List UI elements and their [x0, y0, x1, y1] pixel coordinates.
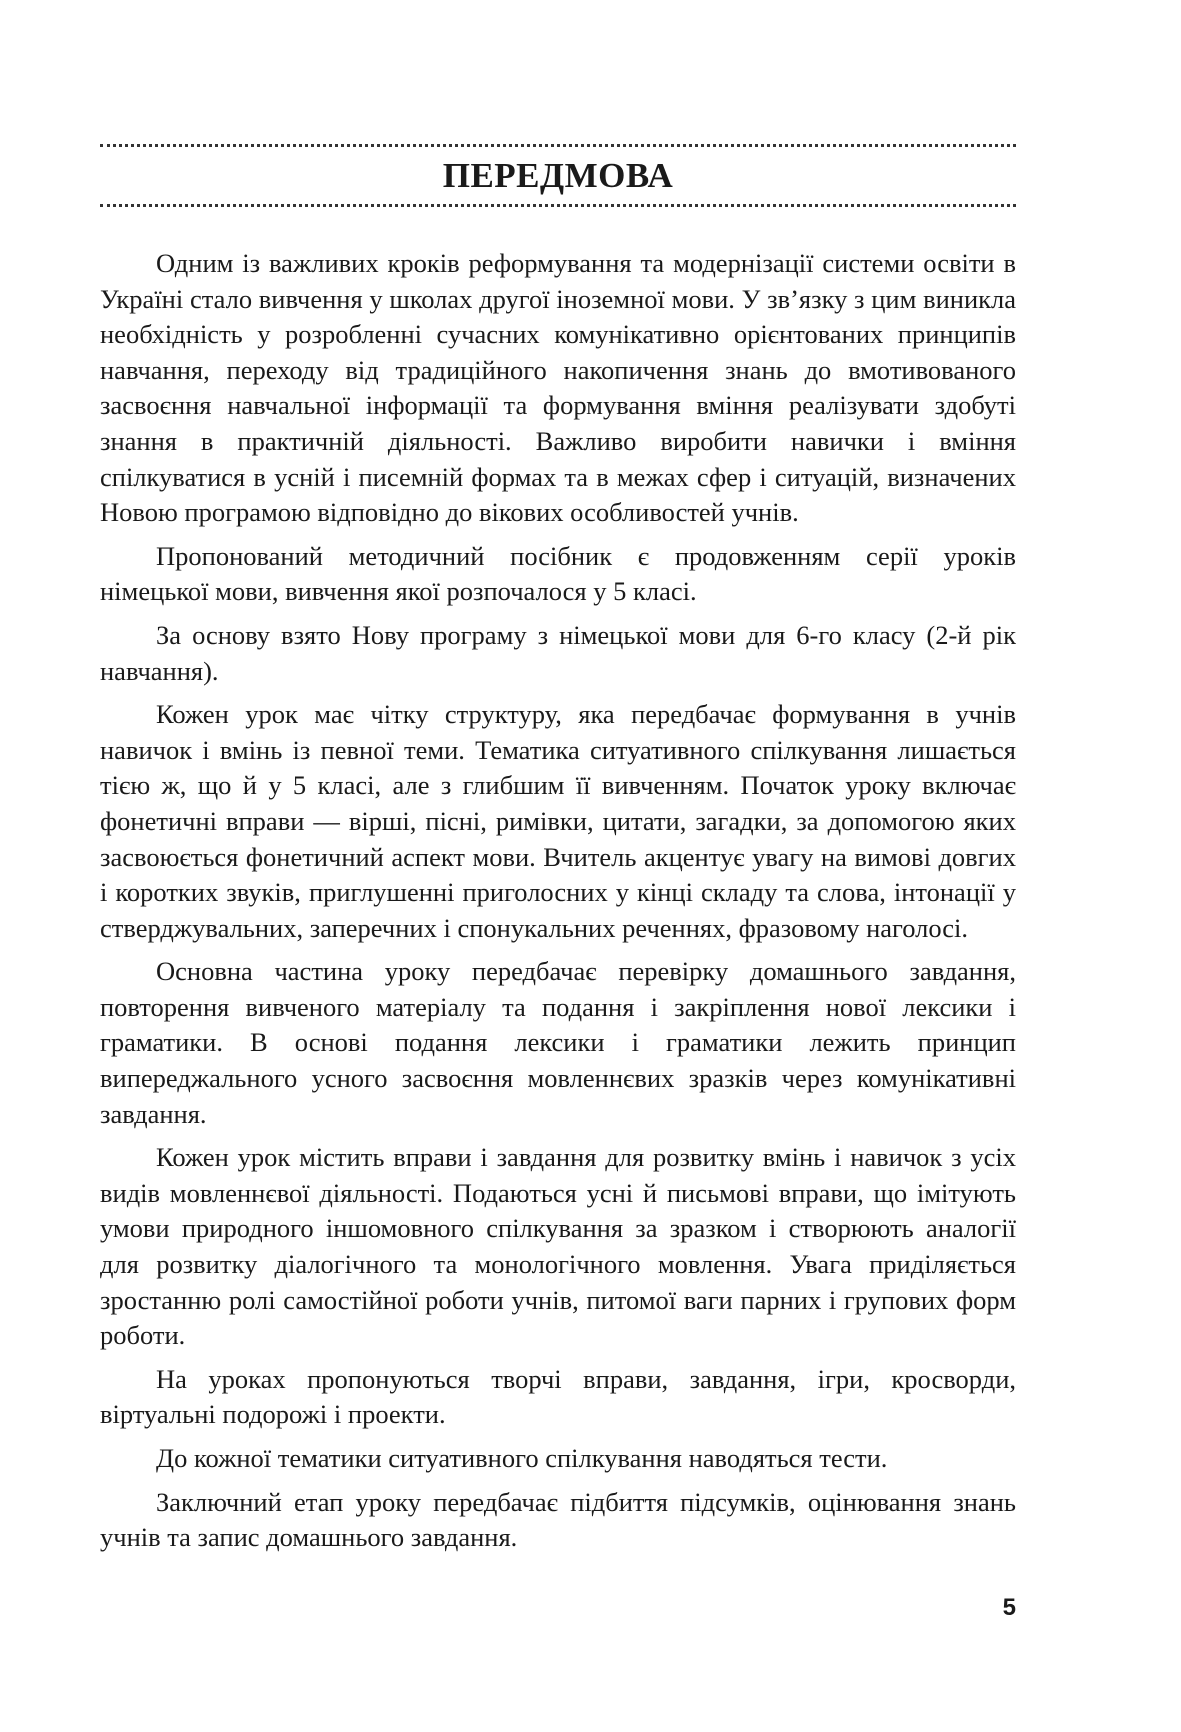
paragraph-9: Заключний етап уроку передбачає підбиття підсумків, оцінювання знань учнів та запис домашнього завдання.: [100, 1486, 1016, 1553]
page-number: 5: [1002, 1594, 1016, 1621]
preface-body: [100, 246, 1016, 1564]
paragraph-5: Основна частина уроку передбачає перевірку домашнього завдання, повторення вивченого матеріалу та подання і закріплення нової лексики і граматики. В основі подання лексики і граматики лежить принцип випереджального усного засвоєння мовленнєвих зразків через комунікативні завдання.: [100, 956, 1016, 1129]
document-page: [100, 0, 1016, 1732]
paragraph-6: Кожен урок містить вправи і завдання для розвитку вмінь і навичок з усіх видів мовленнєвої діяльності. Подаються усні й письмові вправи, що імітують умови природного іншомовного спілкування за зразком і створюють аналогії для розвитку діалогічного та монологічного мовлення. Увага приділяється зростанню ролі самостійної роботи учнів, питомої ваги парних і групових форм роботи.: [100, 1142, 1016, 1351]
paragraph-4: Кожен урок має чітку структуру, яка передбачає формування в учнів навичок і вмінь із певної теми. Тематика ситуативного спілкування лишається тією ж, що й у 5 класі, але з глибшим її вивченням. Початок уроку включає фонетичні вправи — вірші, пісні, римівки, цитати, загадки, за допомогою яких засвоюється фонетичний аспект мови. Вчитель акцентує увагу на вимові довгих і коротких звуків, приглушенні приголосних у кінці складу та слова, інтонації у стверджувальних, заперечних і спонукальних реченнях, фразовому наголосі.: [100, 699, 1016, 943]
page-title: ПЕРЕДМОВА: [442, 156, 674, 195]
heading-bottom-dotted-rule: [100, 204, 1016, 207]
paragraph-8: До кожної тематики ситуативного спілкування наводяться тести.: [156, 1443, 888, 1473]
paragraph-1: Одним із важливих кроків реформування та модернізації системи освіти в Україні стало вивчення у школах другої іноземної мови. У зв’язку з цим виникла необхідність у розробленні сучасних комунікативно орієнтованих принципів навчання, переходу від традиційного накопичення знань до вмотивованого засвоєння навчальної інформації та формування вміння реалізувати здобуті знання в практичній діяльності. Важливо виробити навички і вміння спілкуватися в усній і писемній формах та в межах сфер і ситуацій, визначених Новою програмою відповідно до вікових особливостей учнів.: [100, 248, 1016, 528]
heading-top-dotted-rule: [100, 144, 1016, 147]
paragraph-7: На уроках пропонуються творчі вправи, завдання, ігри, кросворди, віртуальні подорожі і проекти.: [100, 1363, 1016, 1430]
paragraph-3: За основу взято Нову програму з німецької мови для 6-го класу (2-й рік навчання).: [100, 619, 1016, 686]
paragraph-2: Пропонований методичний посібник є продовженням серії уроків німецької мови, вивчення якої розпочалося у 5 класі.: [100, 540, 1016, 607]
